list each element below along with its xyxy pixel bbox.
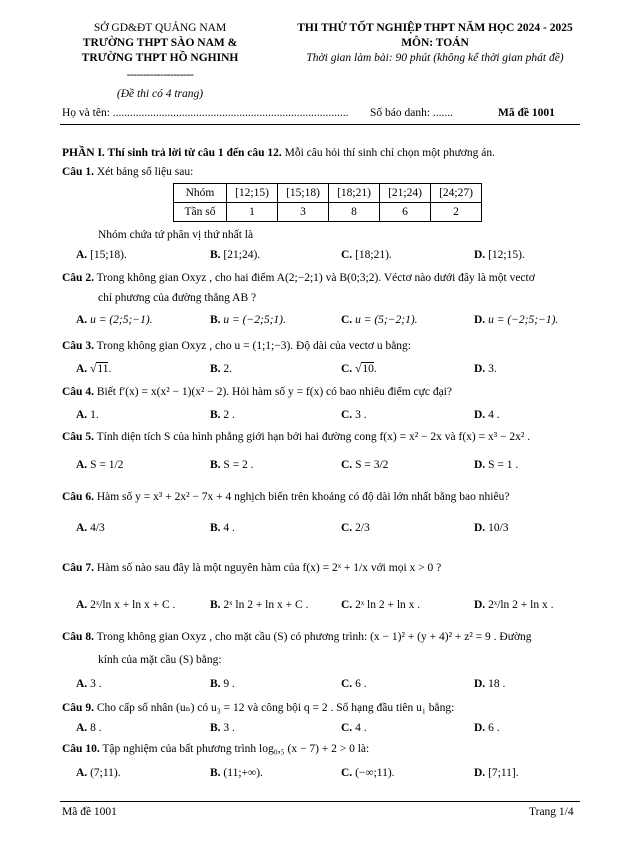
q2-option-b[interactable]: B. u = (−2;5;1). (210, 314, 286, 326)
table-cell: Tần số (174, 203, 227, 222)
footer-code: Mã đề 1001 (62, 806, 117, 818)
q2-option-d[interactable]: D. u = (−2;5;−1). (474, 314, 559, 326)
q2-option-c[interactable]: C. u = (5;−2;1). (341, 314, 418, 326)
table-cell: [18;21) (329, 184, 380, 203)
q3-text: Trong không gian Oxyz , cho u = (1;1;−3). Độ dài của vectơ u bằng: (93, 340, 412, 352)
page-number: Trang 1/4 (529, 806, 574, 818)
q2-text-cont: chỉ phương của đường thẳng AB ? (98, 292, 257, 304)
q10-text: Tập nghiệm của bất phương trình log₀,₅ (x − 7) + 2 > 0 là: (99, 743, 370, 755)
q1-text: Xét bảng số liệu sau: (93, 166, 194, 178)
dept-name: SỞ GD&ĐT QUẢNG NAM (93, 22, 227, 34)
q7-option-a[interactable]: A. 2ˣ/ln x + ln x + C . (76, 599, 176, 611)
table-cell: [12;15) (227, 184, 278, 203)
time-note: Thời gian làm bài: 90 phút (không kể thời gian phát đề) (306, 52, 564, 64)
q9-option-a[interactable]: A. 8 . (76, 722, 102, 734)
question-10 (62, 743, 369, 755)
school-name-2: TRƯỜNG THPT HỒ NGHINH (81, 52, 239, 64)
q6-option-d[interactable]: D. 10/3 (474, 522, 509, 534)
q10-option-a[interactable]: A. (7;11). (76, 767, 121, 779)
q7-option-d[interactable]: D. 2ˣ/ln 2 + ln x . (474, 599, 554, 611)
q2-label: Câu 2. (62, 272, 94, 284)
q10-label: Câu 10. (62, 743, 100, 755)
q2-option-a[interactable]: A. u = (2;5;−1). (76, 314, 153, 326)
footer-rule (60, 801, 580, 802)
exam-title: THI THỬ TỐT NGHIỆP THPT NĂM HỌC 2024 - 2025 (297, 22, 573, 34)
q3-option-a[interactable]: A. √11. (76, 363, 112, 375)
part1-desc: Mỗi câu hỏi thí sinh chỉ chọn một phương án. (281, 147, 495, 159)
table-cell: 3 (278, 203, 329, 222)
q7-text: Hàm số nào sau đây là một nguyên hàm của f(x) = 2ˣ + 1/x với mọi x > 0 ? (93, 562, 442, 574)
q4-option-a[interactable]: A. 1. (76, 409, 99, 421)
q6-label: Câu 6. (62, 491, 94, 503)
q10-option-c[interactable]: C. (−∞;11). (341, 767, 395, 779)
q6-option-c[interactable]: C. 2/3 (341, 522, 370, 534)
q5-option-c[interactable]: C. S = 3/2 (341, 459, 389, 471)
header-dashes: -------------------- (126, 69, 194, 81)
q1-option-b[interactable]: B. [21;24). (210, 249, 261, 261)
q8-text-cont: kính của mặt cầu (S) bằng: (98, 654, 222, 666)
q9-option-d[interactable]: D. 6 . (474, 722, 500, 734)
exam-code: Mã đề 1001 (498, 107, 555, 119)
q3-label: Câu 3. (62, 340, 94, 352)
q4-option-b[interactable]: B. 2 . (210, 409, 235, 421)
q6-option-b[interactable]: B. 4 . (210, 522, 235, 534)
question-9 (62, 700, 454, 714)
table-cell: 1 (227, 203, 278, 222)
header-rule (60, 124, 580, 125)
q7-option-b[interactable]: B. 2ˣ ln 2 + ln x + C . (210, 599, 309, 611)
q10-option-b[interactable]: B. (11;+∞). (210, 767, 263, 779)
q9-text: Cho cấp số nhân (uₙ) có u₃ = 12 và công bội q = 2 . Số hạng đầu tiên u₁ bằng: (93, 702, 455, 714)
question-2 (62, 272, 535, 284)
table-cell: [24;27) (431, 184, 482, 203)
subject: MÔN: TOÁN (401, 37, 469, 49)
q8-option-d[interactable]: D. 18 . (474, 678, 506, 690)
pages-note: (Đề thi có 4 trang) (116, 88, 204, 100)
question-3 (62, 340, 411, 352)
frequency-table (173, 183, 482, 222)
q1-option-c[interactable]: C. [18;21). (341, 249, 392, 261)
part1-title: PHẦN I. Thí sinh trả lời từ câu 1 đến câu 12. (62, 147, 282, 159)
q6-option-a[interactable]: A. 4/3 (76, 522, 105, 534)
sbd-field: Số báo danh: ....... (370, 107, 454, 119)
part1-heading (62, 147, 495, 159)
table-cell: Nhóm (174, 184, 227, 203)
q1-option-a[interactable]: A. [15;18). (76, 249, 127, 261)
q8-option-b[interactable]: B. 9 . (210, 678, 235, 690)
q8-text: Trong không gian Oxyz , cho mặt cầu (S) có phương trình: (x − 1)² + (y + 4)² + z² = 9 . Đường (93, 631, 532, 643)
q3-option-b[interactable]: B. 2. (210, 363, 233, 375)
question-8 (62, 631, 532, 643)
question-6 (62, 491, 509, 503)
q4-option-c[interactable]: C. 3 . (341, 409, 367, 421)
question-4 (62, 386, 452, 398)
table-row (174, 184, 482, 203)
q7-label: Câu 7. (62, 562, 94, 574)
table-cell: [15;18) (278, 184, 329, 203)
q1-subtext: Nhóm chứa tứ phân vị thứ nhất là (98, 229, 254, 241)
q5-label: Câu 5. (62, 431, 94, 443)
table-cell: 8 (329, 203, 380, 222)
q9-option-c[interactable]: C. 4 . (341, 722, 367, 734)
q9-option-b[interactable]: B. 3 . (210, 722, 235, 734)
q1-label: Câu 1. (62, 166, 94, 178)
table-cell: [21;24) (380, 184, 431, 203)
question-5 (62, 431, 530, 443)
q5-option-d[interactable]: D. S = 1 . (474, 459, 519, 471)
question-7 (62, 562, 441, 574)
q4-label: Câu 4. (62, 386, 94, 398)
table-cell: 2 (431, 203, 482, 222)
school-name-1: TRƯỜNG THPT SÀO NAM & (82, 37, 238, 49)
name-field: Họ và tên: .................................................................................. (62, 107, 349, 119)
q4-text: Biết f′(x) = x(x² − 1)(x² − 2). Hỏi hàm số y = f(x) có bao nhiêu điểm cực đại? (93, 386, 453, 398)
table-cell: 6 (380, 203, 431, 222)
q4-option-d[interactable]: D. 4 . (474, 409, 500, 421)
q5-option-b[interactable]: B. S = 2 . (210, 459, 254, 471)
q9-label: Câu 9. (62, 702, 94, 714)
q10-option-d[interactable]: D. [7;11]. (474, 767, 519, 779)
q8-option-a[interactable]: A. 3 . (76, 678, 102, 690)
q3-option-d[interactable]: D. 3. (474, 363, 497, 375)
q3-option-c[interactable]: C. √10. (341, 363, 377, 375)
question-1 (62, 166, 193, 178)
q5-text: Tính diện tích S của hình phẳng giới hạn bởi hai đường cong f(x) = x² − 2x và f(x) = x³ − 2x² . (93, 431, 531, 443)
q8-label: Câu 8. (62, 631, 94, 643)
q6-text: Hàm số y = x³ + 2x² − 7x + 4 nghịch biến trên khoảng có độ dài lớn nhất bằng bao nhiêu? (93, 491, 510, 503)
q2-text: Trong không gian Oxyz , cho hai điểm A(2;−2;1) và B(0;3;2). Véctơ nào dưới đây là một vectơ (93, 272, 535, 284)
q8-option-c[interactable]: C. 6 . (341, 678, 367, 690)
table-row (174, 203, 482, 222)
q7-option-c[interactable]: C. 2ˣ ln 2 + ln x . (341, 599, 421, 611)
q5-option-a[interactable]: A. S = 1/2 (76, 459, 124, 471)
q1-option-d[interactable]: D. [12;15). (474, 249, 525, 261)
